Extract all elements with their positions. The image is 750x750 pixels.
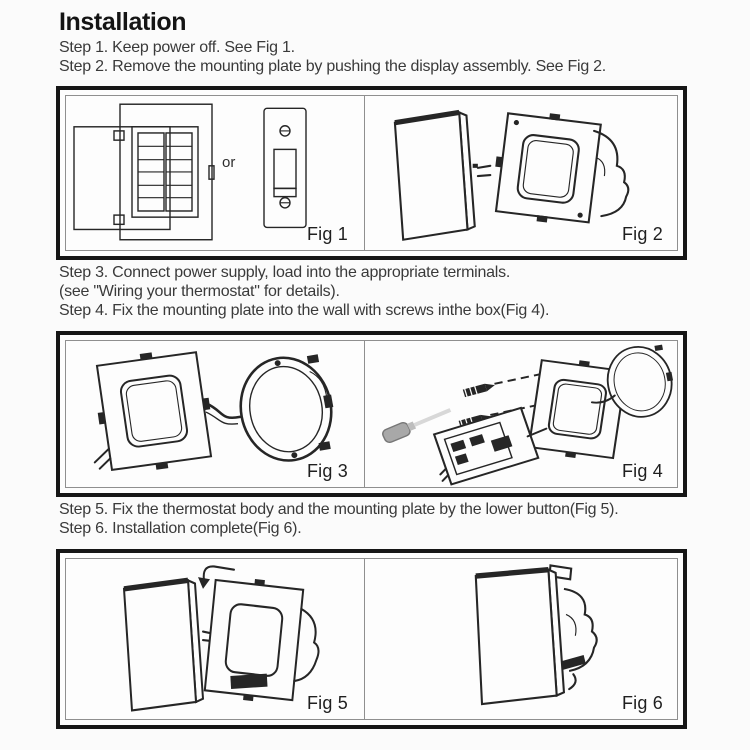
screw-icon [462, 380, 496, 398]
fig1-label: Fig 1 [306, 224, 348, 244]
fig6-cell [370, 559, 677, 719]
front-panel-figure [476, 570, 564, 704]
breaker-grid [138, 133, 192, 211]
fig4-cell [370, 341, 677, 487]
step-6-text: Step 6. Installation complete(Fig 6). [59, 520, 302, 537]
back-module-figure [561, 589, 597, 689]
fig4-label: Fig 4 [621, 461, 663, 481]
figure-box-2 [56, 331, 687, 497]
figure-box-1 [56, 86, 687, 260]
or-label: or [222, 154, 236, 171]
wires-figure [206, 403, 240, 424]
fig5-cell [66, 559, 362, 719]
mounting-plate-figure [80, 346, 218, 478]
hinge-top [114, 131, 124, 140]
junction-box-figure [232, 350, 341, 467]
breaker-door [74, 127, 170, 230]
step-4-text: Step 4. Fix the mounting plate into the wall with screws inthe box(Fig 4). [59, 302, 550, 319]
figure-box-1-divider [364, 95, 365, 251]
fig2-label: Fig 2 [621, 224, 663, 244]
display-assembly-figure [395, 112, 490, 239]
fig2-cell [370, 96, 677, 250]
mounting-plate-figure [204, 575, 325, 708]
fig5-label: Fig 5 [306, 693, 348, 713]
fig6-label: Fig 6 [621, 693, 663, 713]
step-2-text: Step 2. Remove the mounting plate by pushing the display assembly. See Fig 2. [59, 58, 606, 75]
fig3-label: Fig 3 [306, 461, 348, 481]
power-switch-figure [264, 108, 306, 227]
figure-box-3 [56, 549, 687, 729]
step-5-text: Step 5. Fix the thermostat body and the mounting plate by the lower button(Fig 5). [59, 501, 619, 518]
step-3-text: Step 3. Connect power supply, load into the appropriate terminals. [59, 264, 511, 281]
step-1-text: Step 1. Keep power off. See Fig 1. [59, 39, 295, 56]
thermostat-base-figure [427, 408, 538, 487]
fig1-cell [66, 96, 362, 250]
page-title: Installation [59, 8, 187, 36]
mounting-plate-figure [489, 107, 601, 227]
figure-box-3-divider [364, 558, 365, 720]
figure-box-2-divider [364, 340, 365, 488]
hinge-bottom [114, 215, 124, 224]
fig3-cell [66, 341, 362, 487]
breaker-panel-figure [74, 104, 214, 240]
wiring-note-text: (see "Wiring your thermostat" for details). [59, 283, 340, 300]
thermostat-body-figure [124, 580, 213, 710]
